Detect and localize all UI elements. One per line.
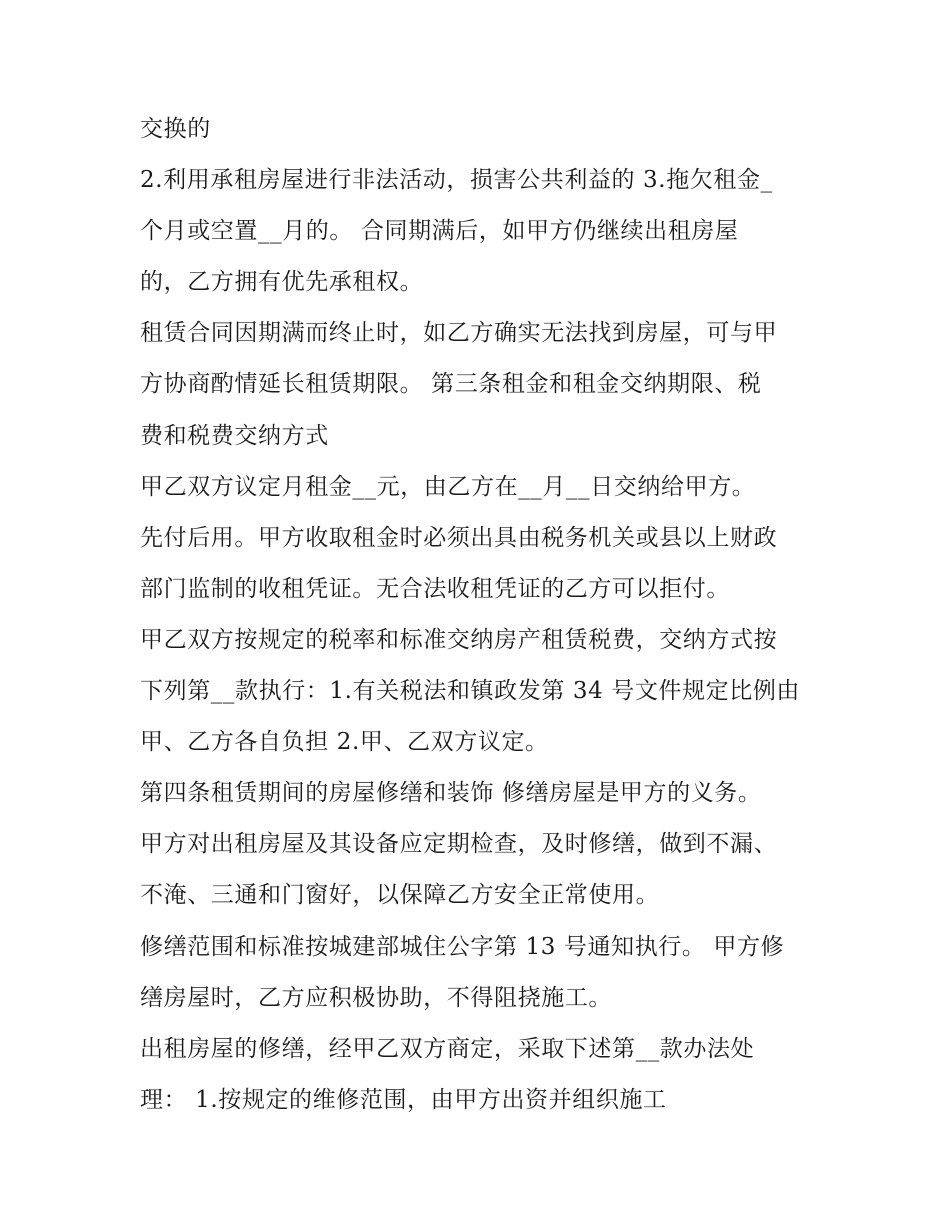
text-line: 租赁合同因期满而终止时，如乙方确实无法找到房屋，可与甲 [140,320,778,347]
text-line: 部门监制的收租凭证。无合法收租凭证的乙方可以拒付。 [140,575,730,602]
text-line: 2.利用承租房屋进行非法活动，损害公共利益的 3.拖欠租金_ [140,167,773,194]
text-line: 缮房屋时，乙方应积极协助，不得阻挠施工。 [140,984,612,1011]
text-line: 理： 1.按规定的维修范围，由甲方出资并组织施工 [140,1086,667,1113]
text-line: 费和税费交纳方式 [140,422,329,449]
text-line: 出租房屋的修缮，经甲乙双方商定，采取下述第__款办法处 [140,1035,755,1062]
text-line: 甲乙双方按规定的税率和标准交纳房产租赁税费，交纳方式按 [140,626,778,653]
document-body [140,108,830,1130]
text-line: 甲乙双方议定月租金__元，由乙方在__月__日交纳给甲方。 [140,473,756,500]
text-line: 先付后用。甲方收取租金时必须出具由税务机关或县以上财政 [140,524,778,551]
text-line: 甲方对出租房屋及其设备应定期检查，及时修缮，做到不漏、 [140,831,778,858]
text-line: 交换的 [140,116,211,142]
text-line: 第四条租赁期间的房屋修缮和装饰 修缮房屋是甲方的义务。 [140,780,762,807]
text-line: 不淹、三通和门窗好，以保障乙方安全正常使用。 [140,882,660,909]
text-line: 个月或空置__月的。 合同期满后，如甲方仍继续出租房屋 [140,218,739,245]
text-line: 方协商酌情延长租赁期限。 第三条租金和租金交纳期限、税 [140,371,762,398]
text-line: 甲、乙方各自负担 2.甲、乙双方议定。 [140,729,549,756]
text-line: 下列第__款执行：1.有关税法和镇政发第 34 号文件规定比例由 [140,678,801,705]
text-line: 的，乙方拥有优先承租权。 [140,269,424,296]
text-line: 修缮范围和标准按城建部城住公字第 13 号通知执行。 甲方修 [140,933,785,960]
